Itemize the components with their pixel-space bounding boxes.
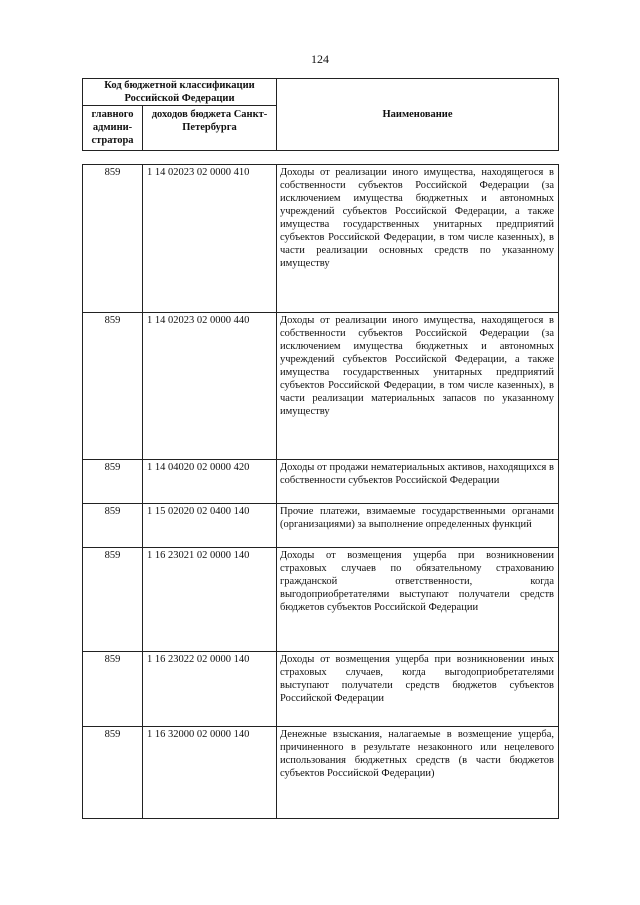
- table-row: [83, 504, 559, 548]
- table-row: [83, 548, 559, 652]
- header-group-title: Код бюджетной классификации Российской Федерации: [83, 79, 277, 106]
- budget-code-cell: 1 14 04020 02 0000 420: [143, 460, 277, 504]
- header-code-column: доходов бюджета Санкт-Петербурга: [143, 106, 277, 151]
- table-row: [83, 165, 559, 313]
- table-row: [83, 460, 559, 504]
- description-cell: Доходы от реализации иного имущества, находящегося в собственности субъектов Российской Федерации (за исключением имущества бюджетных и автономных учреждений субъектов Российской Федерации, а также имущества государственных унитарных предприятий субъектов Российской Федерации, в том числе казенных), в части реализации материальных запасов по указанному имуществу: [277, 313, 559, 460]
- budget-code-cell: 1 14 02023 02 0000 440: [143, 313, 277, 460]
- description-cell: Прочие платежи, взимаемые государственными органами (организациями) за выполнение определенных функций: [277, 504, 559, 548]
- description-cell: Доходы от возмещения ущерба при возникновении страховых случаев по обязательному страхованию гражданской ответственности, когда выгодоприобретателями выступают получатели средств бюджетов субъектов Российской Федерации: [277, 548, 559, 652]
- description-cell: Денежные взыскания, налагаемые в возмещение ущерба, причиненного в результате незаконного или нецелевого использования бюджетных средств (в части бюджетов субъектов Российской Федерации): [277, 727, 559, 819]
- budget-code-cell: 1 14 02023 02 0000 410: [143, 165, 277, 313]
- table-row: [83, 727, 559, 819]
- budget-code-cell: 1 16 23021 02 0000 140: [143, 548, 277, 652]
- table-header: [82, 78, 559, 151]
- header-name-column: Наименование: [277, 79, 559, 151]
- admin-code-cell: 859: [83, 504, 143, 548]
- description-cell: Доходы от возмещения ущерба при возникновении иных страховых случаев, когда выгодоприобретателями выступают получатели средств бюджетов субъектов Российской Федерации: [277, 652, 559, 727]
- admin-code-cell: 859: [83, 727, 143, 819]
- admin-code-cell: 859: [83, 313, 143, 460]
- classification-table: [82, 164, 559, 819]
- description-cell: Доходы от продажи нематериальных активов, находящихся в собственности субъектов Российской Федерации: [277, 460, 559, 504]
- table-row: [83, 652, 559, 727]
- header-admin-column: главного админи-стратора: [83, 106, 143, 151]
- table-row: [83, 313, 559, 460]
- budget-code-cell: 1 15 02020 02 0400 140: [143, 504, 277, 548]
- admin-code-cell: 859: [83, 548, 143, 652]
- admin-code-cell: 859: [83, 652, 143, 727]
- budget-code-cell: 1 16 23022 02 0000 140: [143, 652, 277, 727]
- page-number: 124: [311, 52, 329, 66]
- admin-code-cell: 859: [83, 165, 143, 313]
- admin-code-cell: 859: [83, 460, 143, 504]
- budget-code-cell: 1 16 32000 02 0000 140: [143, 727, 277, 819]
- description-cell: Доходы от реализации иного имущества, находящегося в собственности субъектов Российской Федерации (за исключением имущества бюджетных и автономных учреждений субъектов Российской Федерации, а также имущества государственных унитарных предприятий субъектов Российской Федерации, в том числе казенных), в части реализации основных средств по указанному имуществу: [277, 165, 559, 313]
